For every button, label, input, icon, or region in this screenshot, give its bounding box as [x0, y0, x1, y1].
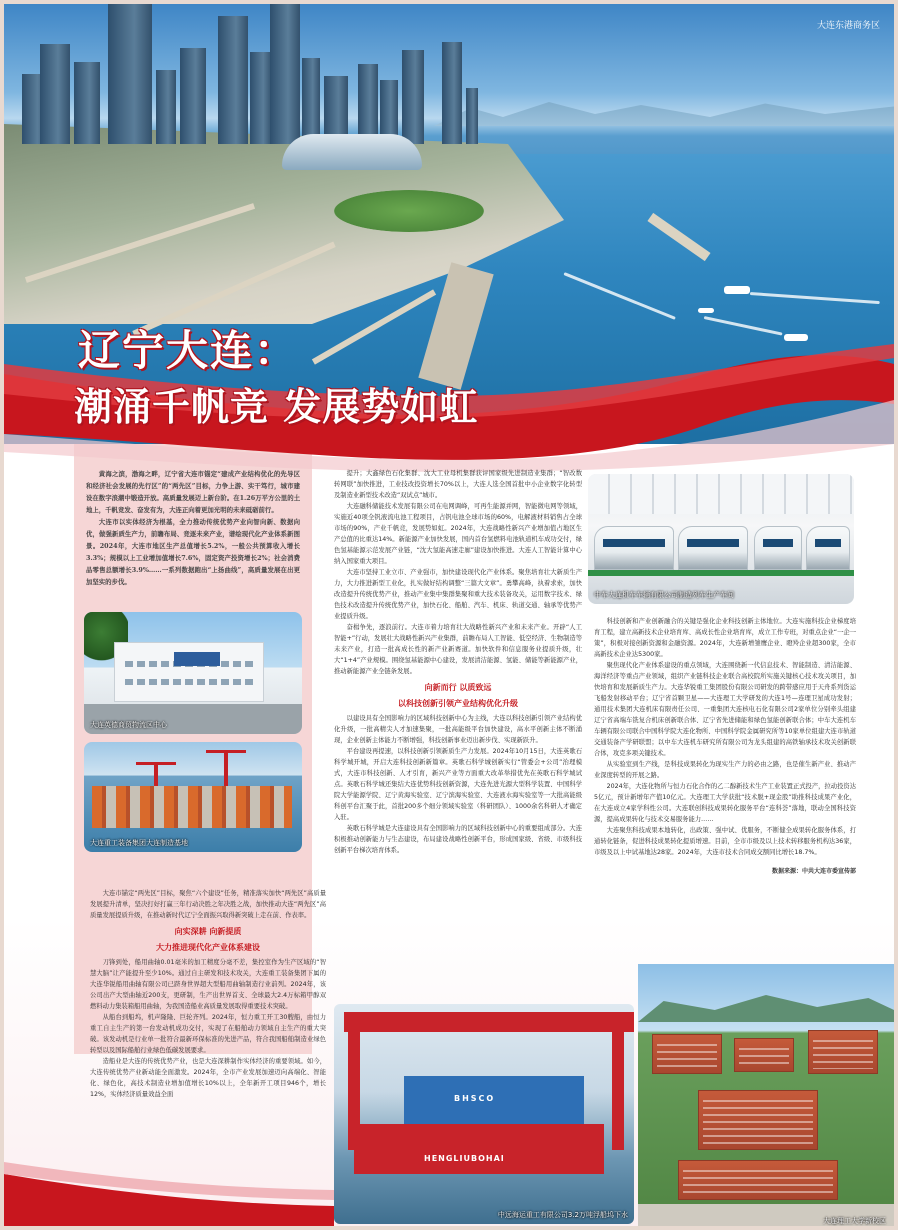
photo-caption: 大连重工装备集团大连制造基地	[90, 839, 188, 847]
paragraph: 以建设具有全国影响力的区域科技创新中心为主线，大连以科技创新引领产业结构优化升级，一批高精尖人才加速集聚，一批高能级平台加快建设，高水平创新主体不断涌现，企业创新主体能力不断增强，科技创新事业迈出新步伐、实现新跃升。	[334, 715, 582, 744]
paragraph: 科技创新和产业创新融合的关键是强化企业科技创新主体地位。大连实施科技企业梯度培育工程，建立高新技术企业培育库、高成长性企业培育库，成立工作专班，对重点企业“一企一策”，积极对接创新资源和金融资源。2024年，大连新增雏鹰企业、瞪羚企业超300家，全市高新技术企业达5300家。	[594, 618, 856, 658]
hero-photo-credit: 大连东港商务区	[816, 21, 880, 31]
skyscraper	[108, 4, 152, 144]
paragraph: 从船台到船坞，机声隆隆、巨轮齐列。2024年，恒力重工开工30艘船，由恒力重工自主生产的第一台发动机成功交付，实现了在船舶动力领域自主生产的重大突破。该发动机是行业单一批符合最新环保标准的先进产品，符合我国船舶制造业绿色转型以及国际船舶行业绿色低碳发展要求。	[90, 1014, 326, 1054]
train	[594, 526, 674, 570]
photo-shipyard	[84, 742, 302, 852]
intro-text	[86, 468, 300, 608]
skyscraper	[442, 42, 462, 144]
building	[114, 642, 264, 702]
paragraph: 刀锋到处，船用曲轴0.01毫米的加工精度分毫不差，集控室作为生产区域的“智慧大脑”让产能提升至少10%。通过自主研发和技术攻关，大连重工装备集团下属的大连华锐船用曲轴有限公司已跻身世界超大型船用曲轴制造行业前列。2024年，该公司出产大型曲轴近200支，更研制，生产出世界首支、全球最大2.4万标箱甲醇双燃料动力集装箱船用曲轴，为我国造船业高质量发展取得重要技术突破。	[90, 959, 326, 1010]
ship-hull-text: HENGLIUBOHAI	[424, 1154, 505, 1163]
photo-caption: 中远海运重工有限公司3.2万吨浮船坞下水	[497, 1211, 628, 1219]
paragraph: 2024年，大连化物所与恒力石化合作的乙二醇新技术生产工业装置正式投产，拉动投资达5亿元，预计新增年产值10亿元。大连理工大学获批“技术脱+现金股”助推科技成果产业化，在大连成立4家学科性公司。大连联创科技成果转化服务平台“连科荟”落地，联动全国科技资源，提高成果转化与技术交易服务能力……	[594, 783, 856, 823]
floor-stripe	[588, 570, 854, 576]
workshop-roof	[588, 474, 854, 514]
skyscraper	[74, 62, 100, 144]
paragraph: 大连聚焦科技成果本地转化，出政策、强中试、优服务，不断健全成果转化服务体系，打通转化链条，促进科技成果转化提质增速。目前，全市市级及以上技术转移服务机构达36家，市级及以上中试基地达28家。2024年，大连市技术合同成交额同比增长18.7%。	[594, 827, 856, 856]
skyscraper	[358, 64, 378, 144]
paragraph: 英歌石科学城是大连建设具有全国影响力的区域科技创新中心的重要组成部分。大连积极推动创新能力与生态建设，布局建设战略性创新平台，形成国家级、省级、市级科技创新平台梯次培育体系。	[334, 825, 582, 854]
skyscraper	[218, 16, 248, 144]
skyscraper	[156, 70, 176, 144]
train	[754, 526, 802, 570]
boat	[724, 286, 750, 294]
photo-logistics-center	[84, 612, 302, 734]
skyscraper	[40, 44, 70, 144]
section-subhead: 向实深耕 向新提质	[174, 926, 242, 936]
section-subhead: 以科技创新引领产业结构优化升级	[398, 698, 518, 708]
paragraph: 平台建设再提速，以科技创新引领新质生产力发展。2024年10月15日，大连英歌石科学城开城，开启大连科技创新新篇章。英歌石科学城创新实行“管委会+公司”治理模式，大连市科技创新、人才引育，新兴产业等方面重大改革举措优先在英歌石科学城试点。英歌石科学城还集结大连优势科技创新资源，大连先进光源大型科学装置、中国科学院大学能源学院、辽宁黄海实验室、辽宁滨海实验室、大连液水海实验室等一大批高能级科创平台汇聚于此，首批200多个细分领域实验室（科研团队）、1000余名科研人才确定入驻。	[334, 748, 582, 821]
gantry-frame	[344, 1012, 634, 1032]
shipyard-yard	[92, 786, 292, 828]
headline-line-2: 潮涌千帆竞 发展势如虹	[74, 384, 479, 429]
headline-line-1: 辽宁大连：	[78, 326, 299, 375]
photo-train-workshop	[588, 474, 854, 604]
skyscraper	[270, 4, 300, 144]
ship-deck-text: BHSCO	[454, 1094, 496, 1103]
data-source: 数据来源：中共大连市委宣传部	[771, 868, 856, 875]
hills	[638, 992, 894, 1022]
paragraph: 大连市坚持工业立市、产业强市，加快建设现代化产业体系。聚焦培育壮大新质生产力，大力推进新型工业化，扎实做好结构调整“三篇大文章”。勇攀高峰，执着求索，加快改造提升传统优势产业，推动产业集中集群集聚和重大技术装备攻关，运用数字技术、绿色技术改造提升传统优势产业，加快石化、船舶、汽车、机床、轨道交通、轴承等优势产业提质升级。	[334, 569, 582, 620]
skyscraper	[302, 58, 320, 144]
article-column-3	[594, 616, 856, 966]
photo-caption: 大连英德商贸物流区中心	[90, 721, 167, 729]
paragraph: 大连市锚定“两先区”目标，聚焦“六个建设”任务，精准落实加快“两先区”高质量发展提升清单，坚决打好打赢三年行动决胜之年决胜之战，加快推动大连“两先区”高质量发展提质升级，在推动新时代辽宁全面振兴取得新突破上走在前、作表率。	[90, 890, 326, 919]
article-column-1	[90, 888, 326, 1154]
campus-building	[808, 1030, 878, 1074]
gantry-leg	[612, 1030, 624, 1150]
bottom-ribbon	[4, 1154, 894, 1230]
paragraph: 造船业是大连的传统优势产业，也是大连深耕制作实体经济的重要领域。如今，大连传统优势产业新动能全面激发。2024年，全市产业发展加速迈向高端化、智能化、绿色化，高技术制造业增加值增长10%以上，全年新开工项目946个，增长12%，实体经济质量效益全面	[90, 1058, 326, 1098]
article-column-2	[334, 468, 582, 960]
plaza-lawn	[334, 190, 484, 232]
campus-building	[652, 1034, 722, 1074]
skyscraper	[250, 52, 272, 144]
skyscraper	[402, 50, 424, 144]
photo-caption: 大连理工大学新校区	[823, 1217, 886, 1225]
section-subhead: 大力推进现代化产业体系建设	[156, 942, 260, 952]
campus-building	[734, 1038, 794, 1072]
photo-caption: 中车大连机车车辆有限公司制造列车生产车间	[594, 591, 734, 599]
train	[678, 526, 748, 570]
intro-paragraph: 大连市以实体经济为根基，全力推动传统优势产业向智向新、数据向优，做强新质生产力，前瞻布局、竞逐未来产业，谱绘现代化产业体系新图景。2024年，大连市地区生产总值增长5.2%，一般公共预算收入增长3.3%；规模以上工业增加值增长7.6%，固定资产投资增长2%；社会消费品零售总额增长3.9%……一系列数据跑出“上扬曲线”，高质量发展在出更加坚实的步伐。	[86, 518, 300, 586]
paragraph: 大连融科储能技术发展有限公司在电网调峰，可再生能源并网，智能微电网等领域，实施近40项全钒液流电池工程项目，占钒电池全球市场的60%，电解液材料销售占全球市场的90%，产业千帆竞，发展势如虹。2024年，大连战略性新兴产业增加值占地区生产总值的比重达14%。新能源产业加快发展，国内首台氢燃料电池轨道机车成功交付，绿色氢基能源示范发展产业链，“沈大氢能高速走廊”建设加快推进。大连人工智能计算中心纳入国家重大项目。	[334, 503, 582, 565]
paragraph: 从实验室到生产线，是科技成果转化为现实生产力的必由之路，也是催生新产业、推动产业深度转型的开展之路。	[594, 761, 856, 779]
campus-building	[698, 1090, 818, 1150]
intro-paragraph: 黄海之滨，渤海之畔，辽宁省大连市锚定“建成产业结构优化的先导区和经济社会发展的先行区”的“两先区”目标，力争上游、实干笃行，城市建设在数字浪潮中锻造开放。高质量发展迈上新台阶。在1.26万平方公里的土地上，千帆竞发、奋发有为，大连正向着更加光明的未来砥砺前行。	[86, 470, 300, 514]
skyscraper	[466, 88, 478, 144]
skyscraper	[180, 48, 206, 144]
paragraph: 聚焦现代化产业体系建设的重点领域，大连围绕新一代信息技术、智能制造、清洁能源、海洋经济等重点产业领域，组织产业链科技企业联合高校院所实施关键核心技术攻关项目，加快培育和发展新质生产力。大连华锐重工集团股份有限公司研发的跨带感应用于天舟系列货运飞船发射移动平台；辽宁省首颗卫星——大连理工大学研发的大连1号—连理卫星成功发射；通用技术集团大连机床有限责任公司、一重集团大连核电石化有限公司2家单位分别牵头组建辽宁省高端车铣复合机床创新联合体、辽宁省先进储能和绿色氢能创新联合体；中车大连机车车辆有限公司联合中国科学院大连化物所、中国科学院金属研究所等10家单位组建大连市轨道交通装备产学研联盟；以中车大连机车研究所有限公司为龙头组建的高铁轴承技术攻关创新联合体，攻克多项关键技术。	[594, 662, 856, 757]
building-sign	[174, 652, 220, 666]
hero-mountains	[434, 96, 894, 126]
boat	[698, 308, 714, 313]
paragraph: 提升；大鑫绿色石化集群、沈大工业母机集群获评国家级先进制造业集群；“智改数转网联”加快推进，工业技改投资增长70%以上，大连人选全国首批中小企业数字化转型及制造业新型技术改造“双试点”城市。	[334, 470, 582, 499]
section-subhead: 向新而行 以质致远	[424, 682, 492, 692]
paragraph: 奋楫争先，逐浪前行。大连市着力培育壮大战略性新兴产业和未来产业。开辟“人工智能+”行动，发展壮大战略性新兴产业集群，前瞻布局人工智能、低空经济、生物制造等未来产业，打造一批高成长性的新产业新赛道。加快软件和信息服务业提质升级，壮大“1+4”产业规模。围绕氢基能源中心建设，发展清洁能源、氢能、储能等新能源产业，推动新能源产业全链条发展。	[334, 624, 582, 675]
exhibition-dome	[282, 134, 422, 170]
train	[806, 526, 850, 570]
